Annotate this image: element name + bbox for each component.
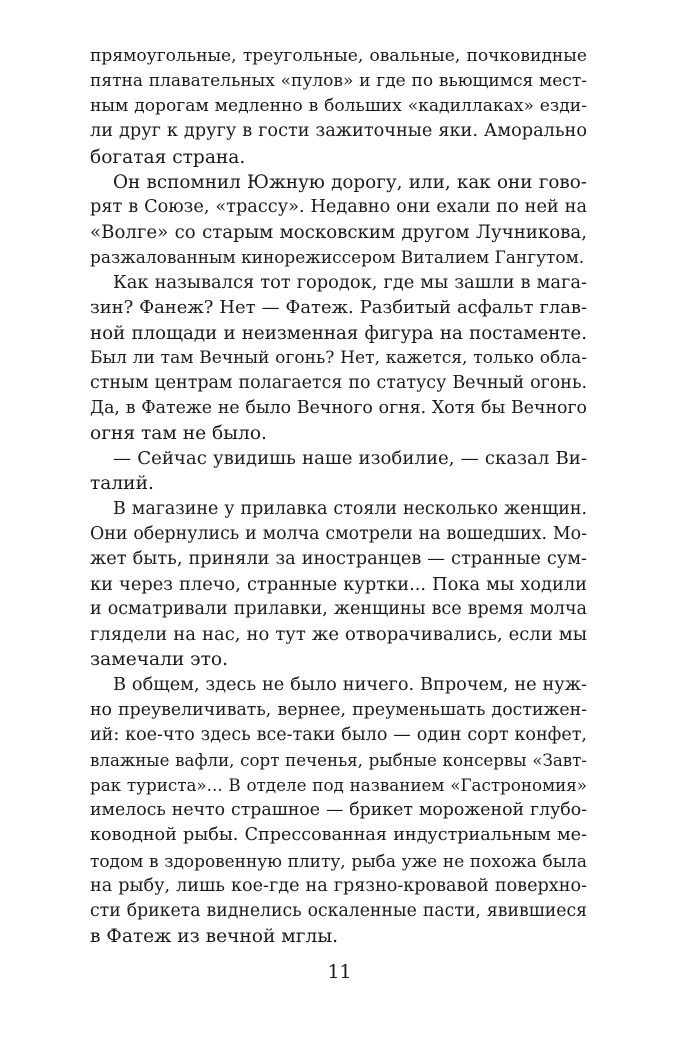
- text-line: «Волге» со старым московским другом Лучникова,: [90, 221, 587, 243]
- text-line: имелось нечто страшное — брикет мороженой глубо-: [90, 800, 587, 821]
- text-line: В общем, здесь не было ничего. Впрочем, не нуж-: [113, 674, 587, 695]
- text-line: жет быть, приняли за иностранцев — странные сум-: [90, 548, 587, 569]
- text-line: ным дорогам медленно в больших «кадиллаках» езди-: [90, 96, 587, 117]
- text-line: ной площади и неизменная фигура на постаменте.: [90, 322, 587, 344]
- text-line: разжалованным кинорежиссером Виталием Гангутом.: [90, 247, 585, 268]
- text-line: в Фатеж из вечной мглы.: [90, 925, 339, 947]
- text-line: ли друг к другу в гости зажиточные яки. Аморально: [90, 121, 587, 142]
- text-line: ки через плечо, странные куртки... Пока мы ходили: [90, 573, 587, 595]
- text-line: богатая страна.: [90, 146, 246, 168]
- text-line: Они обернулись и молча смотрели на вошедших. Мо-: [90, 523, 587, 544]
- text-line: но преувеличивать, вернее, преуменьшать достижен-: [90, 699, 587, 720]
- text-line: сти брикета виднелись оскаленные пасти, явившиеся: [90, 900, 587, 921]
- text-line: на рыбу, лишь кое-где на грязно-кровавой поверхно-: [90, 875, 587, 896]
- body-text: [90, 44, 587, 949]
- text-line: прямоугольные, треугольные, овальные, почковидные: [90, 46, 587, 66]
- text-line: Был ли там Вечный огонь? Нет, кажется, только обла-: [90, 347, 587, 368]
- page-number: 11: [327, 962, 352, 983]
- text-line: — Сейчас увидишь наше изобилие, — сказал Ви-: [113, 448, 587, 470]
- text-line: Да, в Фатеже не было Вечного огня. Хотя бы Вечного: [90, 397, 587, 418]
- text-line: и осматривали прилавки, женщины все время молча: [90, 599, 587, 620]
- text-line: пятна плавательных «пулов» и где по вьющимся мест-: [90, 71, 587, 92]
- text-line: влажные вафли, сорт печенья, рыбные консервы «Завт-: [90, 750, 587, 770]
- text-line: талий.: [90, 473, 154, 495]
- text-line: огня там не было.: [90, 423, 267, 445]
- text-line: глядели на нас, но тут же отворачивались, если мы: [90, 624, 587, 646]
- text-line: Он вспомнил Южную дорогу, или, как они гово-: [113, 171, 587, 193]
- text-line: замечали это.: [90, 649, 228, 671]
- text-line: рак туриста»... В отделе под названием «Гастрономия»: [90, 775, 587, 796]
- text-line: стным центрам полагается по статусу Вечный огонь.: [90, 372, 587, 393]
- text-line: Как назывался тот городок, где мы зашли в мага-: [113, 272, 587, 294]
- text-line: тодом в здоровенную плиту, рыба уже не похожа была: [90, 850, 587, 871]
- text-line: зин? Фанеж? Нет — Фатеж. Разбитый асфальт глав-: [90, 297, 587, 319]
- text-line: ий: кое-что здесь все-таки было — один сорт конфет,: [90, 724, 587, 745]
- text-line: В магазине у прилавка стояли несколько женщин.: [113, 498, 587, 519]
- text-line: рят в Союзе, «трассу». Недавно они ехали по ней на: [90, 196, 587, 217]
- text-line: ководной рыбы. Спрессованная индустриальным ме-: [90, 825, 587, 846]
